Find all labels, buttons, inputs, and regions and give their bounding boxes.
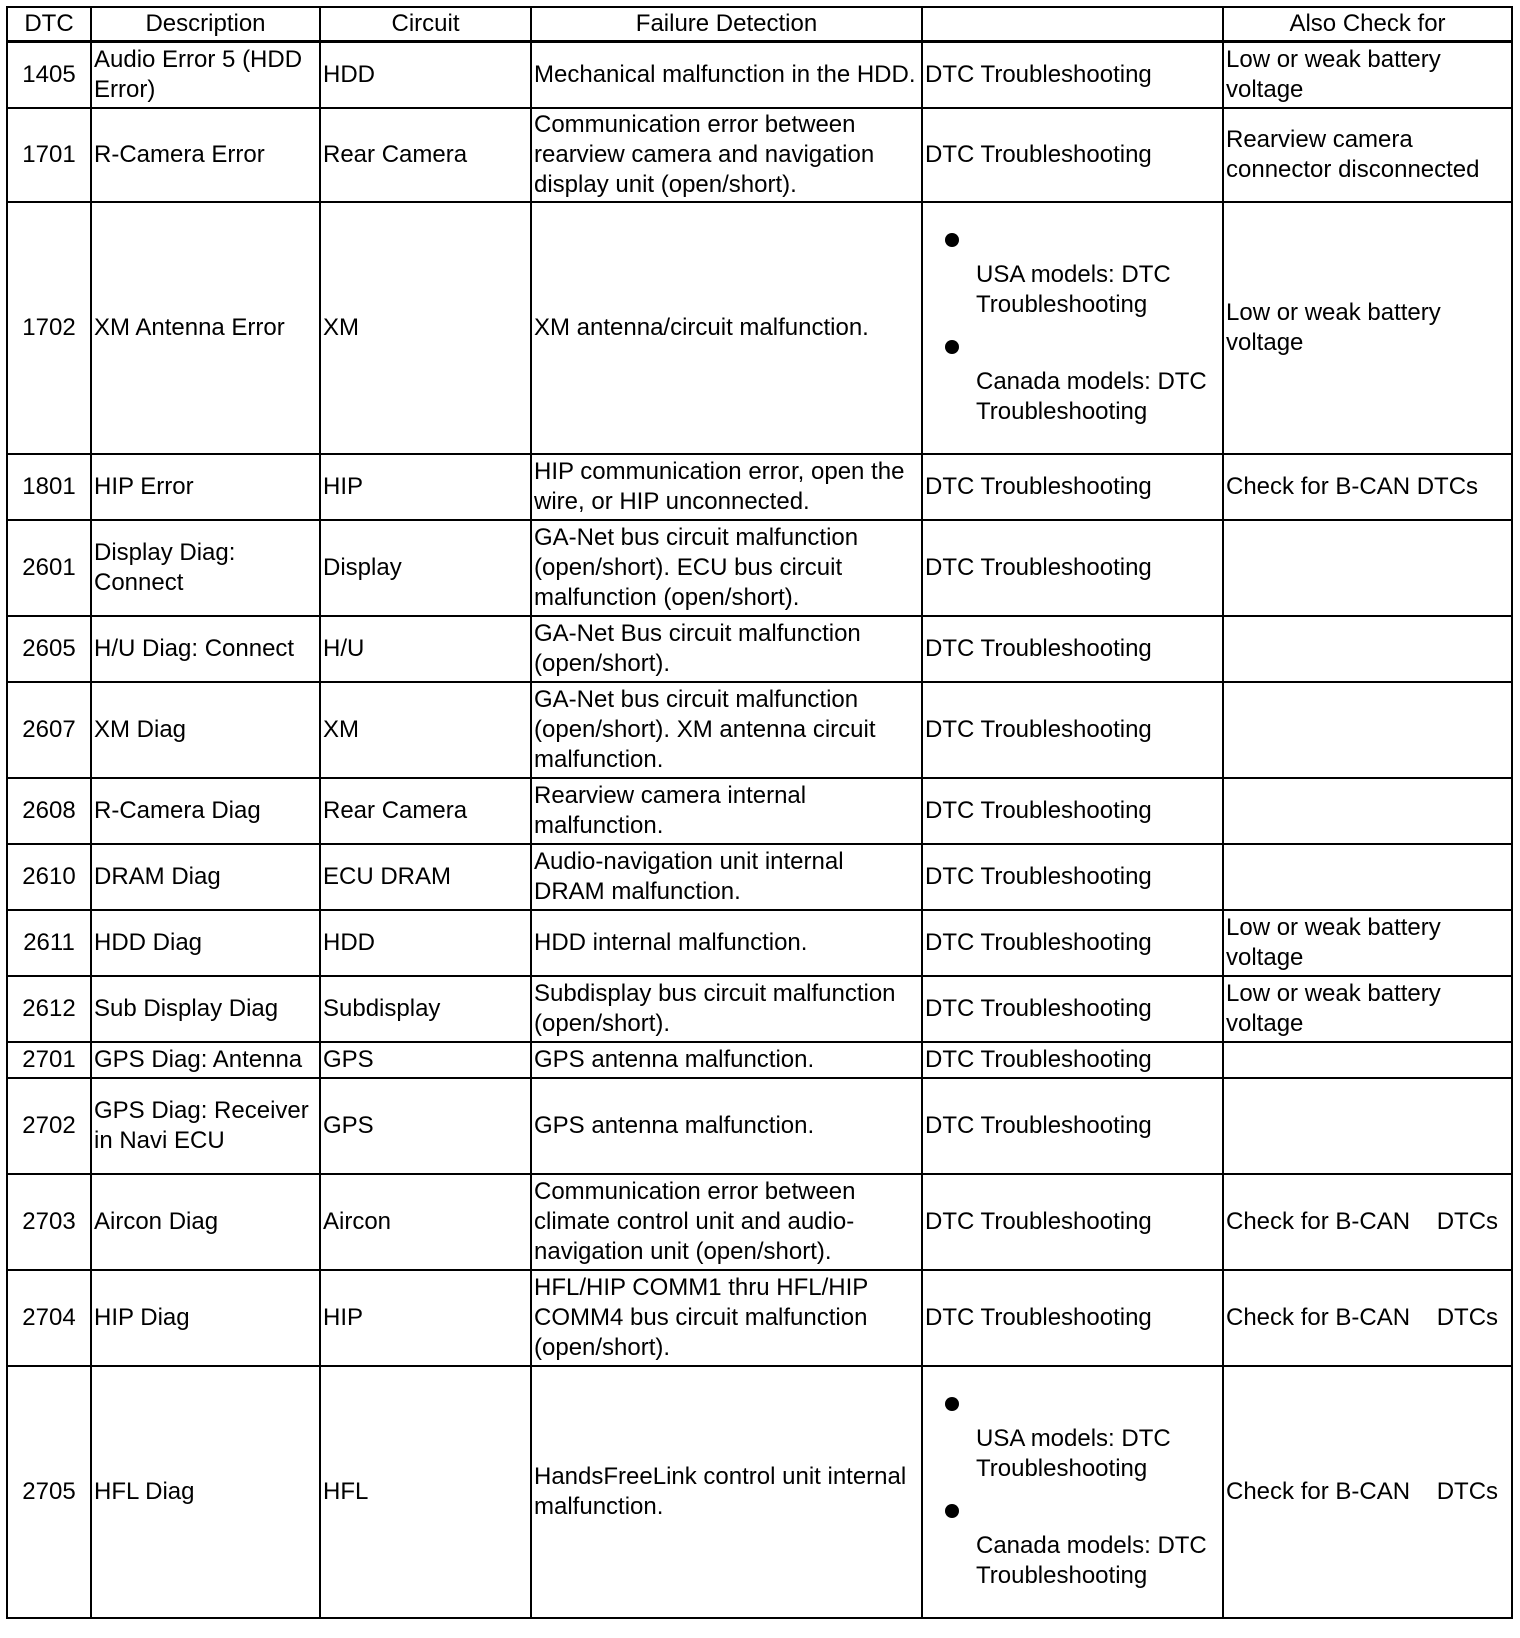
dtc-table-container xyxy=(6,6,1513,1619)
dtc-code-cell: 1701 xyxy=(7,108,91,202)
table-row xyxy=(7,202,1512,454)
also-check-cell xyxy=(1223,520,1512,616)
troubleshooting-cell: DTC Troubleshooting xyxy=(922,454,1223,520)
table-row xyxy=(7,1042,1512,1078)
failure-detection-cell: HFL/HIP COMM1 thru HFL/HIP COMM4 bus circuit malfunction (open/short). xyxy=(531,1270,922,1366)
failure-detection-cell: Subdisplay bus circuit malfunction (open/short). xyxy=(531,976,922,1042)
dtc-code-cell: 1801 xyxy=(7,454,91,520)
also-check-cell: Low or weak battery voltage xyxy=(1223,202,1512,454)
table-row xyxy=(7,682,1512,778)
header-description: Description xyxy=(91,7,320,42)
troubleshooting-cell xyxy=(922,1366,1223,1618)
description-cell: DRAM Diag xyxy=(91,844,320,910)
table-row xyxy=(7,1366,1512,1618)
troubleshooting-cell: DTC Troubleshooting xyxy=(922,976,1223,1042)
also-check-cell: Check for B-CAN DTCs xyxy=(1223,1174,1512,1270)
description-cell: HDD Diag xyxy=(91,910,320,976)
dtc-code-cell: 2611 xyxy=(7,910,91,976)
troubleshooting-list-item: USA models: DTC Troubleshooting xyxy=(925,1385,1220,1492)
description-cell: R-Camera Error xyxy=(91,108,320,202)
troubleshooting-cell: DTC Troubleshooting xyxy=(922,910,1223,976)
troubleshooting-cell: DTC Troubleshooting xyxy=(922,1270,1223,1366)
troubleshooting-cell: DTC Troubleshooting xyxy=(922,778,1223,844)
table-row xyxy=(7,454,1512,520)
description-cell: H/U Diag: Connect xyxy=(91,616,320,682)
also-check-cell: Low or weak battery voltage xyxy=(1223,42,1512,108)
troubleshooting-list-item: USA models: DTC Troubleshooting xyxy=(925,221,1220,328)
circuit-cell: HDD xyxy=(320,42,531,108)
also-check-cell xyxy=(1223,1042,1512,1078)
description-cell: GPS Diag: Receiver in Navi ECU xyxy=(91,1078,320,1174)
table-row xyxy=(7,910,1512,976)
circuit-cell: Display xyxy=(320,520,531,616)
troubleshooting-cell: DTC Troubleshooting xyxy=(922,682,1223,778)
also-check-cell: Rearview camera connector disconnected xyxy=(1223,108,1512,202)
table-row xyxy=(7,844,1512,910)
table-row xyxy=(7,520,1512,616)
dtc-code-cell: 2608 xyxy=(7,778,91,844)
circuit-cell: HDD xyxy=(320,910,531,976)
circuit-cell: Subdisplay xyxy=(320,976,531,1042)
dtc-code-cell: 2607 xyxy=(7,682,91,778)
table-row xyxy=(7,1270,1512,1366)
circuit-cell: ECU DRAM xyxy=(320,844,531,910)
description-cell: HIP Diag xyxy=(91,1270,320,1366)
dtc-code-cell: 2610 xyxy=(7,844,91,910)
dtc-code-cell: 2703 xyxy=(7,1174,91,1270)
table-row xyxy=(7,778,1512,844)
troubleshooting-list-item: Canada models: DTC Troubleshooting xyxy=(925,328,1220,435)
failure-detection-cell: Communication error between climate control unit and audio-navigation unit (open/short). xyxy=(531,1174,922,1270)
failure-detection-cell: HandsFreeLink control unit internal malfunction. xyxy=(531,1366,922,1618)
troubleshooting-list xyxy=(925,1385,1220,1599)
circuit-cell: HIP xyxy=(320,454,531,520)
troubleshooting-cell: DTC Troubleshooting xyxy=(922,1078,1223,1174)
troubleshooting-list xyxy=(925,221,1220,435)
troubleshooting-cell: DTC Troubleshooting xyxy=(922,1042,1223,1078)
circuit-cell: GPS xyxy=(320,1042,531,1078)
also-check-cell: Check for B-CAN DTCs xyxy=(1223,1366,1512,1618)
header-also-check-for: Also Check for xyxy=(1223,7,1512,42)
failure-detection-cell: GPS antenna malfunction. xyxy=(531,1078,922,1174)
description-cell: R-Camera Diag xyxy=(91,778,320,844)
dtc-code-cell: 2612 xyxy=(7,976,91,1042)
failure-detection-cell: Communication error between rearview camera and navigation display unit (open/short). xyxy=(531,108,922,202)
failure-detection-cell: GPS antenna malfunction. xyxy=(531,1042,922,1078)
troubleshooting-cell: DTC Troubleshooting xyxy=(922,616,1223,682)
table-row xyxy=(7,42,1512,108)
troubleshooting-cell: DTC Troubleshooting xyxy=(922,844,1223,910)
description-cell: XM Antenna Error xyxy=(91,202,320,454)
table-header-row xyxy=(7,7,1512,42)
circuit-cell: Aircon xyxy=(320,1174,531,1270)
dtc-code-cell: 2704 xyxy=(7,1270,91,1366)
failure-detection-cell: XM antenna/circuit malfunction. xyxy=(531,202,922,454)
description-cell: Aircon Diag xyxy=(91,1174,320,1270)
also-check-cell xyxy=(1223,616,1512,682)
troubleshooting-cell: DTC Troubleshooting xyxy=(922,1174,1223,1270)
header-troubleshooting xyxy=(922,7,1223,42)
failure-detection-cell: GA-Net bus circuit malfunction (open/short). ECU bus circuit malfunction (open/short). xyxy=(531,520,922,616)
header-failure-detection: Failure Detection xyxy=(531,7,922,42)
table-body xyxy=(7,42,1512,1618)
dtc-code-cell: 1405 xyxy=(7,42,91,108)
dtc-code-cell: 2702 xyxy=(7,1078,91,1174)
table-row xyxy=(7,1078,1512,1174)
also-check-cell xyxy=(1223,682,1512,778)
also-check-cell: Low or weak battery voltage xyxy=(1223,976,1512,1042)
circuit-cell: GPS xyxy=(320,1078,531,1174)
also-check-cell xyxy=(1223,844,1512,910)
dtc-code-cell: 1702 xyxy=(7,202,91,454)
circuit-cell: XM xyxy=(320,202,531,454)
troubleshooting-cell xyxy=(922,202,1223,454)
failure-detection-cell: HDD internal malfunction. xyxy=(531,910,922,976)
failure-detection-cell: GA-Net Bus circuit malfunction (open/short). xyxy=(531,616,922,682)
header-circuit: Circuit xyxy=(320,7,531,42)
table-row xyxy=(7,976,1512,1042)
table-row xyxy=(7,1174,1512,1270)
circuit-cell: Rear Camera xyxy=(320,778,531,844)
header-dtc: DTC xyxy=(7,7,91,42)
circuit-cell: Rear Camera xyxy=(320,108,531,202)
description-cell: GPS Diag: Antenna xyxy=(91,1042,320,1078)
failure-detection-cell: HIP communication error, open the wire, or HIP unconnected. xyxy=(531,454,922,520)
failure-detection-cell: Audio-navigation unit internal DRAM malfunction. xyxy=(531,844,922,910)
circuit-cell: XM xyxy=(320,682,531,778)
description-cell: Display Diag: Connect xyxy=(91,520,320,616)
description-cell: Audio Error 5 (HDD Error) xyxy=(91,42,320,108)
dtc-code-cell: 2605 xyxy=(7,616,91,682)
circuit-cell: HIP xyxy=(320,1270,531,1366)
troubleshooting-cell: DTC Troubleshooting xyxy=(922,42,1223,108)
failure-detection-cell: Mechanical malfunction in the HDD. xyxy=(531,42,922,108)
troubleshooting-cell: DTC Troubleshooting xyxy=(922,520,1223,616)
circuit-cell: H/U xyxy=(320,616,531,682)
table-row xyxy=(7,616,1512,682)
description-cell: XM Diag xyxy=(91,682,320,778)
also-check-cell xyxy=(1223,778,1512,844)
table-row xyxy=(7,108,1512,202)
description-cell: Sub Display Diag xyxy=(91,976,320,1042)
dtc-code-cell: 2701 xyxy=(7,1042,91,1078)
description-cell: HFL Diag xyxy=(91,1366,320,1618)
failure-detection-cell: Rearview camera internal malfunction. xyxy=(531,778,922,844)
description-cell: HIP Error xyxy=(91,454,320,520)
dtc-table xyxy=(6,6,1513,1619)
circuit-cell: HFL xyxy=(320,1366,531,1618)
also-check-cell: Check for B-CAN DTCs xyxy=(1223,1270,1512,1366)
dtc-code-cell: 2601 xyxy=(7,520,91,616)
also-check-cell: Low or weak battery voltage xyxy=(1223,910,1512,976)
troubleshooting-list-item: Canada models: DTC Troubleshooting xyxy=(925,1492,1220,1599)
also-check-cell: Check for B-CAN DTCs xyxy=(1223,454,1512,520)
failure-detection-cell: GA-Net bus circuit malfunction (open/short). XM antenna circuit malfunction. xyxy=(531,682,922,778)
dtc-code-cell: 2705 xyxy=(7,1366,91,1618)
troubleshooting-cell: DTC Troubleshooting xyxy=(922,108,1223,202)
also-check-cell xyxy=(1223,1078,1512,1174)
